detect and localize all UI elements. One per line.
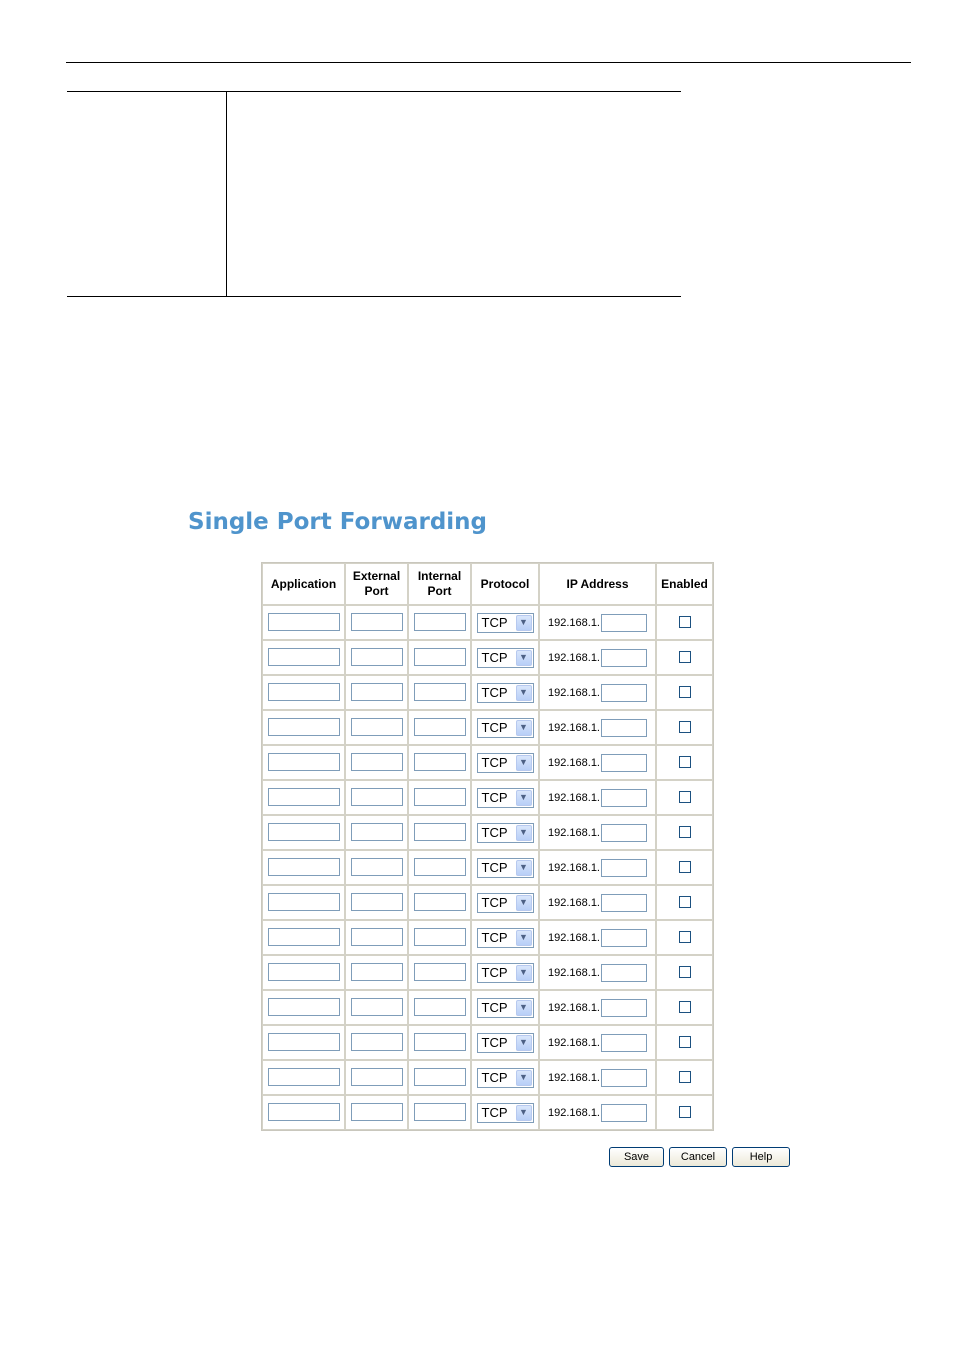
cell-internal-port [408,815,471,850]
table-row [262,1060,713,1095]
ip-suffix-input[interactable] [601,684,647,702]
cell-external-port [345,990,408,1025]
cell-enabled [656,990,713,1025]
table-body [262,605,713,1130]
chevron-down-icon[interactable]: ▼ [516,790,532,806]
cell-ip-address [539,1025,656,1060]
cell-application [262,955,345,990]
cancel-button[interactable]: Cancel [669,1147,727,1167]
cell-external-port [345,1025,408,1060]
protocol-select[interactable] [477,648,534,668]
cell-external-port [345,745,408,780]
cell-internal-port [408,990,471,1025]
cell-application [262,605,345,640]
cell-enabled [656,745,713,780]
protocol-value: TCP [481,754,508,770]
header-protocol [471,563,539,605]
external-port-input[interactable] [351,1103,403,1121]
cell-enabled [656,1095,713,1130]
cell-enabled [656,710,713,745]
cell-internal-port [408,1025,471,1060]
ip-address-group [548,684,647,702]
table-row [262,815,713,850]
application-input[interactable] [268,1033,340,1051]
header-internal-port [408,563,471,605]
enabled-checkbox[interactable] [679,616,691,628]
external-port-input[interactable] [351,788,403,806]
chevron-down-icon[interactable]: ▼ [516,860,532,876]
internal-port-input[interactable] [414,753,466,771]
enabled-checkbox[interactable] [679,686,691,698]
chevron-down-icon[interactable]: ▼ [516,650,532,666]
protocol-value: TCP [481,789,508,805]
table-row [262,955,713,990]
external-port-input[interactable] [351,823,403,841]
table-row [262,1095,713,1130]
cell-internal-port [408,850,471,885]
header-enabled [656,563,713,605]
header-label: Enabled [661,576,708,591]
cell-external-port [345,675,408,710]
protocol-value: TCP [481,1069,508,1085]
external-port-input[interactable] [351,998,403,1016]
header-label: Port [427,584,452,598]
ip-prefix: 192.168.1. [548,1107,600,1119]
table-row [262,1025,713,1060]
chevron-down-icon[interactable]: ▼ [516,1070,532,1086]
cell-internal-port [408,640,471,675]
cell-ip-address [539,955,656,990]
header-rule [66,62,911,63]
cell-internal-port [408,920,471,955]
cell-protocol [471,710,539,745]
ip-prefix: 192.168.1. [548,897,600,909]
cell-internal-port [408,745,471,780]
cell-application [262,885,345,920]
table-row [262,850,713,885]
cell-enabled [656,920,713,955]
cell-enabled [656,605,713,640]
chevron-down-icon[interactable]: ▼ [516,1000,532,1016]
protocol-select[interactable] [477,893,534,913]
ip-address-group [548,1069,647,1087]
chevron-down-icon[interactable]: ▼ [516,615,532,631]
internal-port-input[interactable] [414,788,466,806]
internal-port-input[interactable] [414,893,466,911]
ip-suffix-input[interactable] [601,1034,647,1052]
protocol-select[interactable] [477,963,534,983]
cell-protocol [471,1025,539,1060]
ip-suffix-input[interactable] [601,649,647,667]
cell-application [262,815,345,850]
application-input[interactable] [268,648,340,666]
ip-address-group [548,789,647,807]
ip-prefix: 192.168.1. [548,617,600,629]
enabled-checkbox[interactable] [679,861,691,873]
header-label: IP Address [566,576,629,591]
header-label: Protocol [480,576,530,591]
cell-application [262,1095,345,1130]
application-input[interactable] [268,893,340,911]
external-port-input[interactable] [351,648,403,666]
cell-external-port [345,710,408,745]
protocol-value: TCP [481,824,508,840]
page-title: Single Port Forwarding [188,509,487,535]
ip-address-group [548,894,647,912]
cell-internal-port [408,710,471,745]
cell-ip-address [539,675,656,710]
application-input[interactable] [268,858,340,876]
protocol-value: TCP [481,649,508,665]
application-input[interactable] [268,788,340,806]
ip-prefix: 192.168.1. [548,757,600,769]
protocol-select[interactable] [477,753,534,773]
protocol-value: TCP [481,964,508,980]
external-port-input[interactable] [351,963,403,981]
protocol-value: TCP [481,859,508,875]
protocol-value: TCP [481,894,508,910]
application-input[interactable] [268,928,340,946]
chevron-down-icon[interactable]: ▼ [516,895,532,911]
internal-port-input[interactable] [414,718,466,736]
ip-suffix-input[interactable] [601,1104,647,1122]
cell-protocol [471,675,539,710]
enabled-checkbox[interactable] [679,966,691,978]
chevron-down-icon[interactable]: ▼ [516,965,532,981]
ip-suffix-input[interactable] [601,754,647,772]
chevron-down-icon[interactable]: ▼ [516,930,532,946]
save-button[interactable]: Save [609,1147,664,1167]
protocol-select[interactable] [477,1068,534,1088]
table-row [262,990,713,1025]
header-ip-address [539,563,656,605]
chevron-down-icon[interactable]: ▼ [516,685,532,701]
cell-protocol [471,850,539,885]
external-port-input[interactable] [351,858,403,876]
ip-address-group [548,614,647,632]
chevron-down-icon[interactable]: ▼ [516,825,532,841]
chevron-down-icon[interactable]: ▼ [516,755,532,771]
cell-application [262,1060,345,1095]
enabled-checkbox[interactable] [679,931,691,943]
cell-application [262,990,345,1025]
cell-ip-address [539,815,656,850]
cell-application [262,640,345,675]
enabled-checkbox[interactable] [679,826,691,838]
enabled-checkbox[interactable] [679,756,691,768]
cell-ip-address [539,710,656,745]
enabled-checkbox[interactable] [679,1106,691,1118]
ip-address-group [548,719,647,737]
ip-address-group [548,1034,647,1052]
application-input[interactable] [268,963,340,981]
header-label: Port [364,584,389,598]
header-application [262,563,345,605]
ip-suffix-input[interactable] [601,789,647,807]
ip-suffix-input[interactable] [601,894,647,912]
application-input[interactable] [268,613,340,631]
internal-port-input[interactable] [414,613,466,631]
table-row [262,605,713,640]
table-row [262,640,713,675]
ip-suffix-input[interactable] [601,859,647,877]
protocol-select[interactable] [477,823,534,843]
cell-enabled [656,675,713,710]
internal-port-input[interactable] [414,1068,466,1086]
cell-enabled [656,955,713,990]
definition-table [67,91,681,297]
cell-protocol [471,1095,539,1130]
cell-external-port [345,640,408,675]
cell-protocol [471,920,539,955]
ip-address-group [548,754,647,772]
external-port-input[interactable] [351,753,403,771]
cell-ip-address [539,920,656,955]
ip-prefix: 192.168.1. [548,652,600,664]
cell-ip-address [539,780,656,815]
cell-protocol [471,1060,539,1095]
protocol-select[interactable] [477,858,534,878]
header-row [262,563,713,605]
internal-port-input[interactable] [414,998,466,1016]
cell-protocol [471,955,539,990]
protocol-select[interactable] [477,928,534,948]
cell-application [262,780,345,815]
application-input[interactable] [268,998,340,1016]
cell-ip-address [539,1060,656,1095]
ip-suffix-input[interactable] [601,929,647,947]
internal-port-input[interactable] [414,648,466,666]
cell-external-port [345,920,408,955]
internal-port-input[interactable] [414,1103,466,1121]
cell-internal-port [408,955,471,990]
help-button[interactable]: Help [732,1147,790,1167]
ip-suffix-input[interactable] [601,1069,647,1087]
cell-enabled [656,1025,713,1060]
ip-prefix: 192.168.1. [548,827,600,839]
cell-internal-port [408,780,471,815]
enabled-checkbox[interactable] [679,1001,691,1013]
cell-enabled [656,850,713,885]
cell-ip-address [539,1095,656,1130]
ip-prefix: 192.168.1. [548,862,600,874]
ip-prefix: 192.168.1. [548,687,600,699]
port-forwarding-table [261,562,714,1131]
external-port-input[interactable] [351,613,403,631]
protocol-value: TCP [481,929,508,945]
ip-prefix: 192.168.1. [548,1002,600,1014]
protocol-select[interactable] [477,788,534,808]
ip-prefix: 192.168.1. [548,967,600,979]
cell-enabled [656,885,713,920]
enabled-checkbox[interactable] [679,896,691,908]
ip-prefix: 192.168.1. [548,1037,600,1049]
cell-external-port [345,605,408,640]
enabled-checkbox[interactable] [679,1071,691,1083]
external-port-input[interactable] [351,893,403,911]
table-row [262,885,713,920]
enabled-checkbox[interactable] [679,791,691,803]
ip-address-group [548,1104,647,1122]
action-buttons [609,1147,790,1167]
cell-application [262,675,345,710]
cell-application [262,710,345,745]
chevron-down-icon[interactable]: ▼ [516,1105,532,1121]
internal-port-input[interactable] [414,683,466,701]
cell-external-port [345,780,408,815]
cell-protocol [471,990,539,1025]
protocol-select[interactable] [477,683,534,703]
chevron-down-icon[interactable]: ▼ [516,720,532,736]
header-label: Application [270,576,337,591]
header-external-port [345,563,408,605]
protocol-value: TCP [481,999,508,1015]
cell-application [262,850,345,885]
application-input[interactable] [268,718,340,736]
ip-suffix-input[interactable] [601,719,647,737]
cell-external-port [345,955,408,990]
application-input[interactable] [268,1068,340,1086]
application-input[interactable] [268,753,340,771]
application-input[interactable] [268,1103,340,1121]
cell-ip-address [539,990,656,1025]
ip-prefix: 192.168.1. [548,1072,600,1084]
protocol-select[interactable] [477,718,534,738]
ip-address-group [548,929,647,947]
protocol-value: TCP [481,719,508,735]
protocol-select[interactable] [477,1033,534,1053]
header-label: External [352,569,401,583]
cell-protocol [471,815,539,850]
internal-port-input[interactable] [414,1033,466,1051]
ip-prefix: 192.168.1. [548,792,600,804]
protocol-value: TCP [481,614,508,630]
cell-external-port [345,1060,408,1095]
cell-protocol [471,745,539,780]
protocol-select[interactable] [477,1103,534,1123]
cell-internal-port [408,1060,471,1095]
cell-application [262,1025,345,1060]
cell-ip-address [539,605,656,640]
table-row [262,780,713,815]
cell-application [262,745,345,780]
protocol-value: TCP [481,1034,508,1050]
cell-enabled [656,815,713,850]
enabled-checkbox[interactable] [679,1036,691,1048]
enabled-checkbox[interactable] [679,651,691,663]
ip-suffix-input[interactable] [601,824,647,842]
cell-ip-address [539,885,656,920]
internal-port-input[interactable] [414,823,466,841]
external-port-input[interactable] [351,1033,403,1051]
cell-external-port [345,850,408,885]
cell-ip-address [539,745,656,780]
application-input[interactable] [268,683,340,701]
internal-port-input[interactable] [414,928,466,946]
ip-address-group [548,999,647,1017]
enabled-checkbox[interactable] [679,721,691,733]
table-row [262,920,713,955]
cell-enabled [656,640,713,675]
cell-internal-port [408,675,471,710]
chevron-down-icon[interactable]: ▼ [516,1035,532,1051]
cell-protocol [471,780,539,815]
cell-protocol [471,640,539,675]
internal-port-input[interactable] [414,858,466,876]
ip-address-group [548,824,647,842]
cell-protocol [471,605,539,640]
ip-address-group [548,964,647,982]
ip-address-group [548,859,647,877]
ip-prefix: 192.168.1. [548,722,600,734]
cell-protocol [471,885,539,920]
cell-internal-port [408,605,471,640]
cell-ip-address [539,640,656,675]
ip-suffix-input[interactable] [601,964,647,982]
table-row [262,710,713,745]
external-port-input[interactable] [351,1068,403,1086]
ip-suffix-input[interactable] [601,999,647,1017]
protocol-value: TCP [481,1104,508,1120]
internal-port-input[interactable] [414,963,466,981]
cell-external-port [345,815,408,850]
cell-external-port [345,1095,408,1130]
table-row [262,745,713,780]
definition-table-divider [226,92,227,296]
cell-external-port [345,885,408,920]
cell-application [262,920,345,955]
ip-suffix-input[interactable] [601,614,647,632]
table-row [262,675,713,710]
application-input[interactable] [268,823,340,841]
cell-internal-port [408,1095,471,1130]
ip-address-group [548,649,647,667]
protocol-select[interactable] [477,998,534,1018]
protocol-select[interactable] [477,613,534,633]
protocol-value: TCP [481,684,508,700]
cell-enabled [656,780,713,815]
external-port-input[interactable] [351,683,403,701]
cell-ip-address [539,850,656,885]
ip-prefix: 192.168.1. [548,932,600,944]
header-label: Internal [417,569,462,583]
external-port-input[interactable] [351,718,403,736]
external-port-input[interactable] [351,928,403,946]
cell-enabled [656,1060,713,1095]
cell-internal-port [408,885,471,920]
